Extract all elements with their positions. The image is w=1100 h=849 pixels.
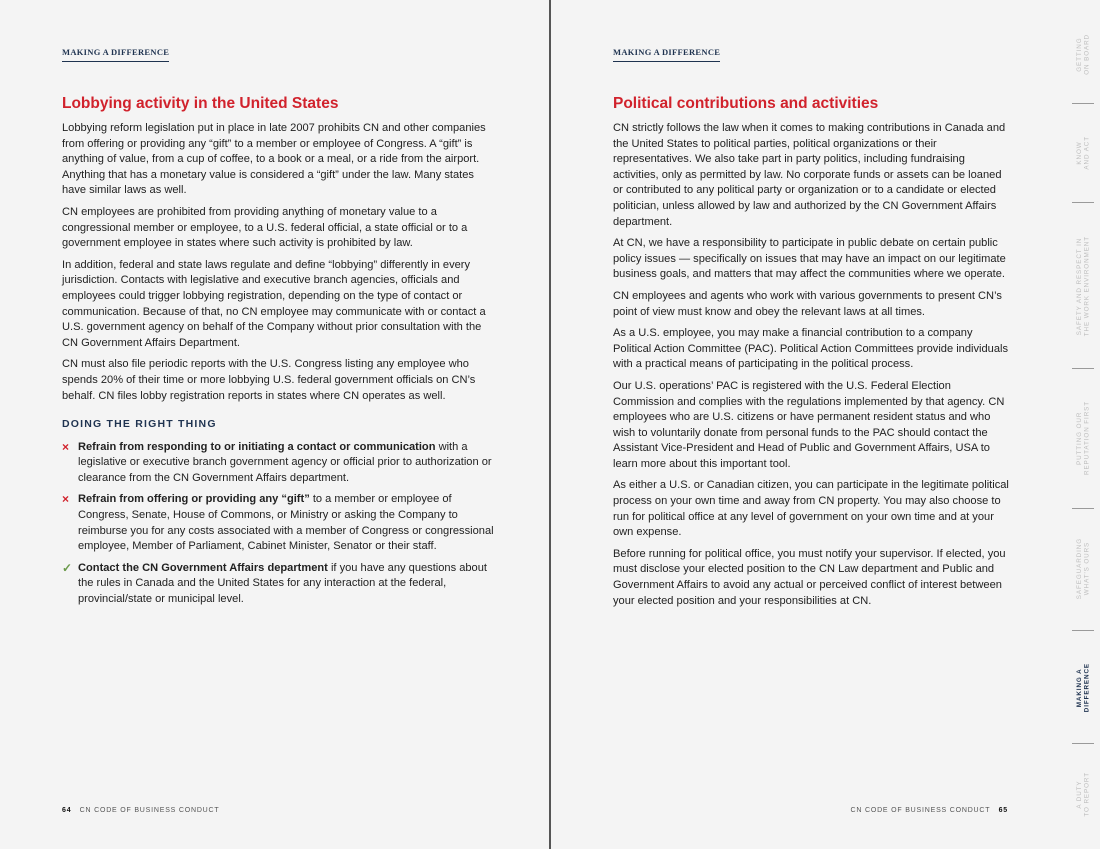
paragraph: In addition, federal and state laws regulate and define “lobbying” differently in every jurisdiction. Contacts with legislative and executive branch agencies, officials and employees could trigger lobbying registration, depending on the type of contact or communication. Because of that, no CN employee may communicate with or contact a U.S. government agency on behalf of the Company without prior consultation with the CN Government Affairs Department. xyxy=(62,258,486,349)
tab-divider xyxy=(1072,368,1094,369)
tab-getting-on-board[interactable] xyxy=(1066,14,1100,94)
item-text: with a legislative or executive branch government agency or official prior to authorization or clearance from the CN Government Affairs department. xyxy=(78,440,492,484)
body-text xyxy=(62,121,494,614)
tab-know-and-act[interactable] xyxy=(1066,112,1100,194)
page-title: Lobbying activity in the United States xyxy=(62,95,339,112)
paragraph: CN strictly follows the law when it comes to making contributions in Canada and the United States to political parties, political organizations or their representatives. We also take part in party politics, including fundraising activities, only as permitted by law. No corporate funds or assets can be loaned or contributed to any political party or organization or to a candidate or elected politician, unless allowed by law and authorized by the CN Government Affairs department. xyxy=(613,122,1006,228)
paragraph: CN employees are prohibited from providing anything of monetary value to a congressional member or employee, to a U.S. federal official, a state official or to a government employee in states where such activity is prohibited by law. xyxy=(62,205,468,250)
tab-divider xyxy=(1072,508,1094,509)
paragraph: CN must also file periodic reports with the U.S. Congress listing any employee who spends 20% of their time or more lobbying U.S. federal government officials on CN’s behalf. CN files lobby registration reports in states where CN operates as well. xyxy=(62,358,476,402)
tab-divider xyxy=(1072,202,1094,203)
footer-title: CN CODE OF BUSINESS CONDUCT xyxy=(850,807,991,814)
paragraph: As a U.S. employee, you may make a financial contribution to a company Political Action Committee (PAC). Political Action Committees provide individuals with a practical means of participating in the political process. xyxy=(613,327,1009,371)
section-label: MAKING A DIFFERENCE xyxy=(62,47,169,62)
paragraph: At CN, we have a responsibility to participate in public debate on certain public policy issues — specifically on issues that may have an impact on our legitimate business goals, and matters that may affect the communities where we operate. xyxy=(613,237,1006,281)
section-tabs xyxy=(1066,0,1100,849)
paragraph: Our U.S. operations’ PAC is registered with the U.S. Federal Election Commission and complies with the regulations implemented by that agency. CN employees who are U.S. citizens or have permanent resident status and who wish to voluntarily donate from personal funds to the PAC should contact the Assistant Vice-President and Head of Public and Government Affairs, USA to learn more about this important tool. xyxy=(613,379,1005,470)
list-item xyxy=(62,561,494,608)
tab-label: MAKING A DIFFERENCE xyxy=(1075,663,1090,713)
tab-label: SAFEGUARDING WHAT'S OURS xyxy=(1075,538,1090,600)
cross-icon: × xyxy=(62,492,70,507)
item-lead: Refrain from offering or providing any “gift” xyxy=(78,493,310,506)
body-text xyxy=(613,121,1013,615)
checkmark-icon: ✓ xyxy=(62,560,73,575)
item-text: if you have any questions about the rules in Canada and the United States for any interaction at the federal, provincial/state or municipal level. xyxy=(78,561,487,606)
item-lead: Contact the CN Government Affairs department xyxy=(78,561,328,574)
subheading: DOING THE RIGHT THING xyxy=(62,418,217,431)
paragraph: Before running for political office, you must notify your supervisor. If elected, you must disclose your elected position to the CN Law department and Public and Government Affairs to avoid any actual or perceived conflict of interest between your elected position and your responsibilities at CN. xyxy=(613,547,1006,607)
paragraph: As either a U.S. or Canadian citizen, you can participate in the legitimate political process on your own time and away from CN property. You may also choose to run for political office at any level of government on your own time and at your own expense. xyxy=(613,479,1009,539)
page-number: 65 xyxy=(998,807,1008,814)
tab-label: KNOW AND ACT xyxy=(1075,136,1090,170)
page-number: 64 xyxy=(62,807,72,814)
tab-label: A DUTY TO REPORT xyxy=(1075,771,1090,817)
tab-label: GETTING ON BOARD xyxy=(1075,33,1090,75)
tab-label: SAFETY AND RESPECT IN THE WORK ENVIRONMENT xyxy=(1075,235,1090,337)
section-label: MAKING A DIFFERENCE xyxy=(613,47,720,62)
cross-icon: × xyxy=(62,439,70,454)
left-page xyxy=(0,0,549,849)
item-text: to a member or employee of Congress, Senate, House of Commons, or Ministry or asking the Company to reimburse you for any costs associated with a member of Congress or congressional employee, Member of Parliament, Cabinet Minister, Senator or their staff. xyxy=(78,493,494,553)
tab-label: PUTTING OUR REPUTATION FIRST xyxy=(1075,401,1090,475)
tab-divider xyxy=(1072,743,1094,744)
list-item xyxy=(62,492,494,554)
tab-reputation-first[interactable] xyxy=(1066,376,1100,500)
page-footer xyxy=(62,807,219,814)
item-lead: Refrain from responding to or initiating a contact or communication xyxy=(78,440,436,453)
right-page xyxy=(551,0,1066,849)
tab-divider xyxy=(1072,630,1094,631)
paragraph: CN employees and agents who work with various governments to present CN’s point of view must know and obey the relevant laws at all times. xyxy=(613,289,1002,318)
page-title: Political contributions and activities xyxy=(613,95,879,112)
page-footer xyxy=(851,807,1008,814)
tab-duty-to-report[interactable] xyxy=(1066,752,1100,836)
tab-safeguarding[interactable] xyxy=(1066,516,1100,622)
paragraph: Lobbying reform legislation put in place in late 2007 prohibits CN and other companies from offering or providing any “gift” to a member or employee of Congress. A “gift” is anything of value, from a cup of coffee, to a book or a meal, or a ride from the airport. Anything that has a monetary value is considered a “gift” under the law. Many states have similar laws as well. xyxy=(62,122,486,197)
tab-safety-and-respect[interactable] xyxy=(1066,212,1100,360)
list-item xyxy=(62,440,494,487)
tab-making-a-difference[interactable] xyxy=(1066,640,1100,736)
footer-title: CN CODE OF BUSINESS CONDUCT xyxy=(79,807,220,814)
tab-divider xyxy=(1072,103,1094,104)
